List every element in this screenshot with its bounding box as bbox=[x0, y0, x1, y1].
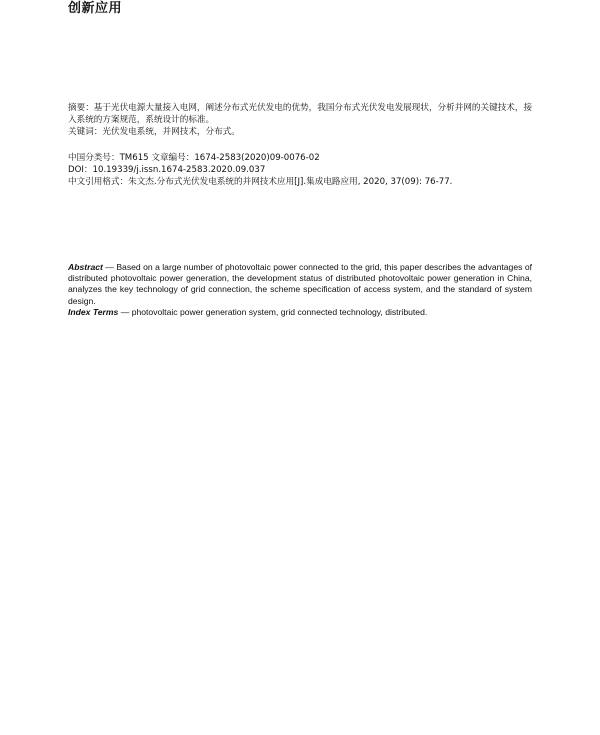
en-index-terms-separator: — bbox=[118, 306, 132, 317]
cn-abstract bbox=[68, 102, 540, 126]
cn-abstract-text: 基于光伏电源大量接入电网，阐述分布式光伏发电的优势，我国分布式光伏发电发展现状，分析并网的关键技术，接入系统的方案规范，系统设计的标准。 bbox=[68, 103, 533, 125]
en-abstract-text: Based on a large number of photovoltaic power connected to the grid, this paper describes the advantages of distributed photovoltaic power generation, the development status of distributed photovoltaic power generation in China, analyzes the key technology of grid connection, the scheme specification of access system, and the standard of system design. bbox=[68, 262, 532, 306]
cn-abstract-block bbox=[68, 102, 540, 138]
cn-keywords-label: 关键词： bbox=[68, 127, 103, 137]
cn-abstract-label: 摘要： bbox=[68, 103, 94, 113]
cn-meta-block bbox=[68, 152, 540, 188]
section-title: 创新应用 bbox=[68, 1, 123, 16]
en-abstract bbox=[68, 262, 532, 307]
cn-keywords bbox=[68, 126, 540, 138]
en-index-terms bbox=[68, 307, 532, 318]
en-abstract-label: Abstract bbox=[68, 262, 103, 272]
citation-line: 中文引用格式：朱文杰.分布式光伏发电系统的并网技术应用[J].集成电路应用, 2020, 37(09): 76-77. bbox=[68, 177, 453, 187]
en-index-terms-text: photovoltaic power generation system, grid connected technology, distributed. bbox=[131, 306, 428, 317]
en-abstract-block bbox=[68, 262, 532, 318]
en-abstract-separator: — bbox=[102, 262, 117, 272]
en-index-terms-label: Index Terms bbox=[68, 306, 119, 317]
doi-line: DOI：10.19339/j.issn.1674-2583.2020.09.037 bbox=[68, 165, 266, 175]
cn-keywords-text: 光伏发电系统，并网技术，分布式。 bbox=[102, 127, 240, 137]
classification-line: 中国分类号：TM615 文章编号：1674-2583(2020)09-0076-02 bbox=[68, 153, 320, 163]
